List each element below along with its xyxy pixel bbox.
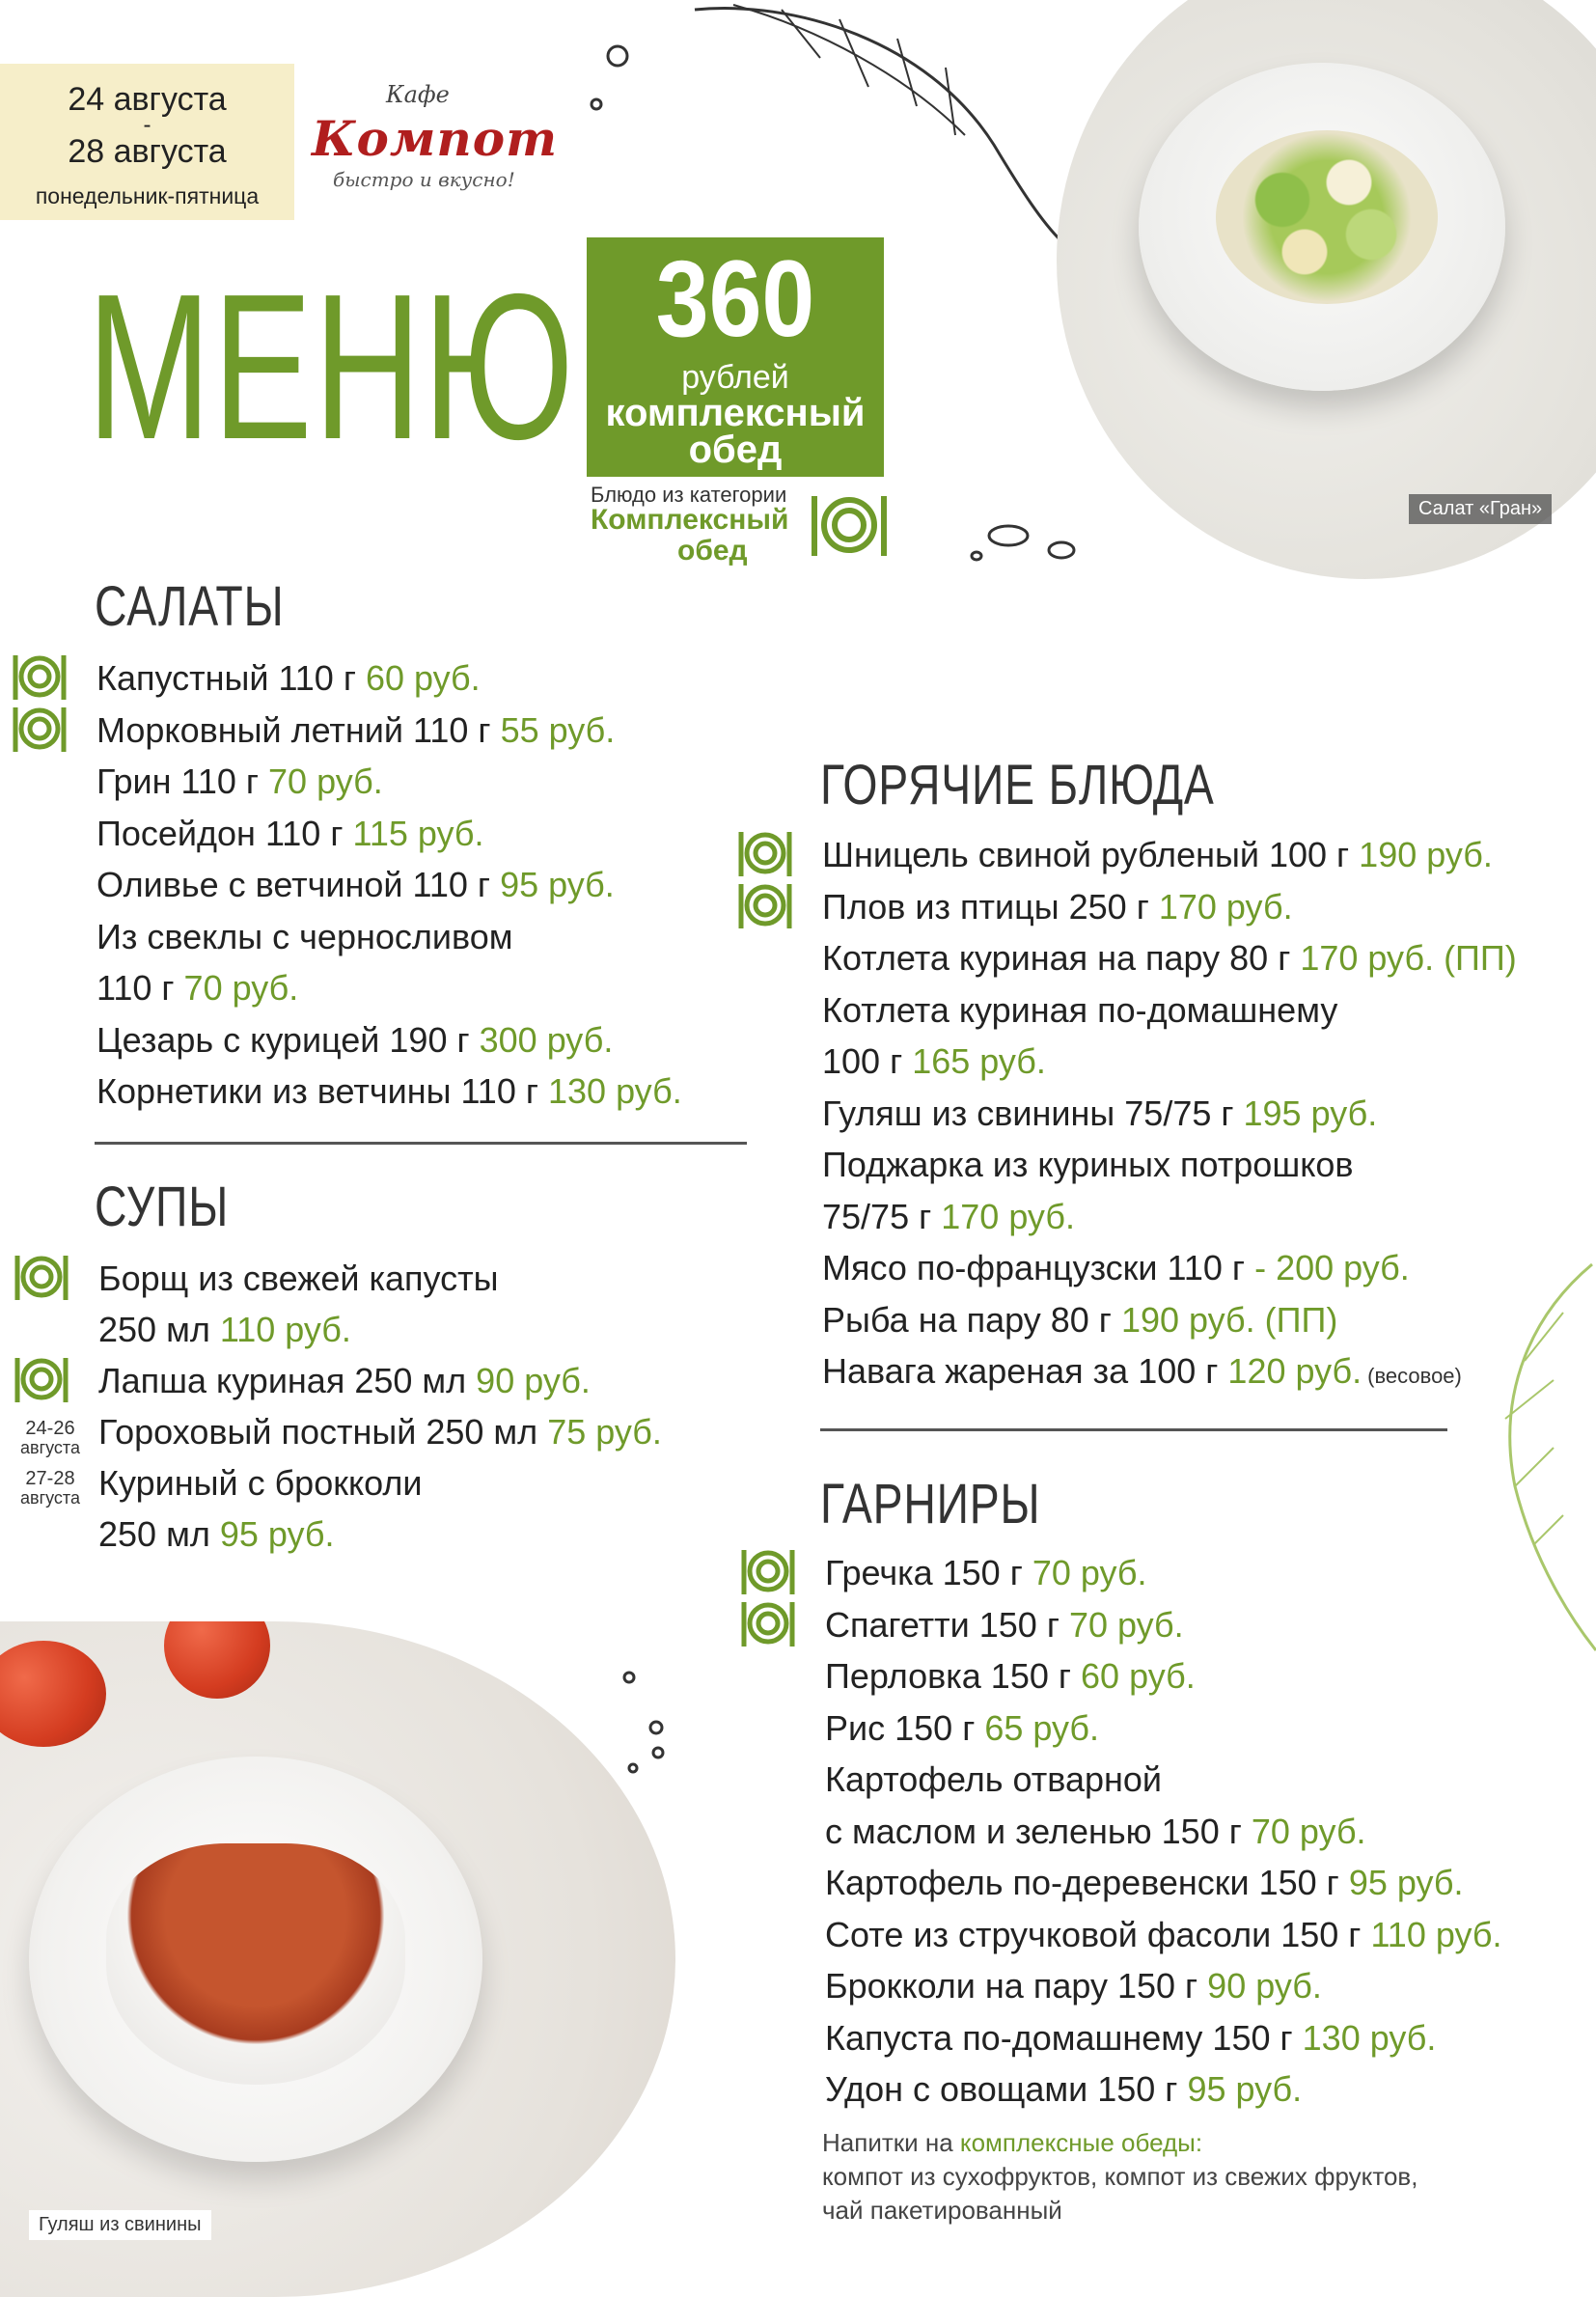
menu-item xyxy=(822,938,1517,978)
menu-item-name: Куриный с брокколи xyxy=(98,1463,423,1503)
menu-item-price: 95 руб. xyxy=(1348,1863,1464,1902)
date-from: 24 августа xyxy=(68,81,227,118)
menu-item-name: Шницель свиной рубленый 100 г xyxy=(822,835,1350,874)
menu-item xyxy=(98,1261,498,1296)
page-title: МЕНЮ xyxy=(87,250,576,483)
menu-item-price: 95 руб. xyxy=(219,1514,335,1554)
menu-item xyxy=(825,1656,1196,1696)
goulash-photo xyxy=(0,1621,675,2297)
menu-item-price: 300 руб. xyxy=(479,1019,614,1060)
menu-item-price: 195 руб. xyxy=(1243,1093,1378,1133)
menu-item-price: 170 руб. xyxy=(1158,886,1293,927)
menu-item-name: Гречка 150 г xyxy=(825,1553,1023,1592)
divider-salads xyxy=(95,1142,747,1145)
menu-item xyxy=(98,1514,335,1554)
menu-item-price: 70 руб. xyxy=(1032,1553,1147,1592)
menu-item-name: Гуляш из свинины 75/75 г xyxy=(822,1093,1234,1133)
menu-item xyxy=(825,2069,1303,2109)
menu-item xyxy=(825,1553,1147,1592)
menu-item-name: 110 г xyxy=(96,968,175,1008)
menu-item xyxy=(96,658,481,698)
menu-item-price: 90 руб. xyxy=(1207,1966,1322,2006)
logo-tagline: быстро и вкусно! xyxy=(333,168,515,191)
menu-item-price: 70 руб. xyxy=(1068,1604,1184,1645)
combo-price-box xyxy=(587,237,884,477)
menu-item-price: 60 руб. xyxy=(1081,1656,1196,1696)
tomato xyxy=(0,1641,106,1747)
menu-item-price: 120 руб. xyxy=(1227,1351,1362,1391)
menu-item-price: 110 руб. xyxy=(1370,1914,1502,1954)
menu-item-name: с маслом и зеленью 150 г xyxy=(825,1811,1242,1851)
menu-item-name: 75/75 г xyxy=(822,1196,932,1236)
menu-item-name: Котлета куриная на пару 80 г xyxy=(822,938,1291,978)
menu-item-price: 70 руб. xyxy=(183,968,299,1008)
menu-item-name: Мясо по-французски 110 г xyxy=(822,1248,1246,1287)
salad-photo xyxy=(1057,0,1596,579)
menu-item xyxy=(822,1093,1378,1133)
leaf-decoration-top xyxy=(675,0,1081,251)
menu-item-name: Капуста по-домашнему 150 г xyxy=(825,2017,1293,2058)
salad-photo-caption: Салат «Гран» xyxy=(1409,494,1552,524)
menu-item-name: 250 мл xyxy=(98,1310,210,1349)
combo-lunch-icon xyxy=(14,1252,69,1307)
menu-item-name: Плов из птицы 250 г xyxy=(822,886,1149,927)
menu-item xyxy=(96,1019,614,1060)
date-dash: - xyxy=(143,112,151,138)
combo-lunch-icon xyxy=(740,1598,796,1653)
menu-item-price: 130 руб. xyxy=(1302,2017,1437,2058)
combo-lunch-icon xyxy=(740,1546,796,1601)
combo-line2: комплексный xyxy=(605,392,866,434)
menu-item-price: 130 руб. xyxy=(548,1071,682,1111)
menu-item xyxy=(825,1707,1100,1748)
menu-item-name: Гороховый постный 250 мл xyxy=(98,1412,538,1452)
menu-item-name: Спагетти 150 г xyxy=(825,1604,1059,1645)
menu-item xyxy=(96,709,616,750)
menu-item xyxy=(825,1604,1184,1645)
menu-item xyxy=(822,989,1338,1030)
menu-item-price: 60 руб. xyxy=(365,658,481,698)
section-title-garnish: ГАРНИРЫ xyxy=(820,1473,1041,1536)
combo-lunch-icon xyxy=(737,828,793,883)
menu-item xyxy=(822,1041,1046,1081)
menu-item-name: Борщ из свежей капусты xyxy=(98,1259,499,1298)
menu-item-name: Оливье с ветчиной 110 г xyxy=(96,865,491,904)
soup-date-2: 27-28 августа xyxy=(20,1468,80,1508)
combo-lunch-icon xyxy=(807,490,892,560)
menu-item xyxy=(96,1071,682,1111)
menu-item xyxy=(825,2017,1437,2058)
menu-item-name: Брокколи на пару 150 г xyxy=(825,1966,1198,2006)
leaf-decoration-right xyxy=(1447,1255,1596,1660)
menu-item xyxy=(96,813,484,853)
menu-item xyxy=(96,968,299,1008)
menu-item-price: 95 руб. xyxy=(500,865,615,904)
menu-item xyxy=(822,835,1493,874)
menu-item-price: 110 руб. xyxy=(219,1310,351,1349)
menu-item-name: Цезарь с курицей 190 г xyxy=(96,1019,470,1060)
goulash-cup xyxy=(106,1843,405,2085)
menu-item xyxy=(96,761,383,801)
menu-item xyxy=(825,1914,1502,1954)
drinks-note-line1: Напитки на комплексные обеды: xyxy=(822,2128,1203,2157)
menu-item-name: Поджарка из куриных потрошков xyxy=(822,1145,1354,1184)
section-title-hot: ГОРЯЧИЕ БЛЮДА xyxy=(820,754,1215,816)
combo-note-title xyxy=(591,505,788,566)
date-block xyxy=(0,64,294,220)
combo-note-line1: Комплексный xyxy=(591,504,789,536)
combo-lunch-icon xyxy=(14,1354,69,1409)
menu-item-name: Из свеклы с черносливом xyxy=(96,916,513,956)
menu-item-name: Удон с овощами 150 г xyxy=(825,2069,1178,2109)
menu-item-name: Рыба на пару 80 г xyxy=(822,1299,1112,1340)
menu-item xyxy=(825,1811,1366,1851)
menu-item-price: 70 руб. xyxy=(1251,1811,1366,1851)
menu-item xyxy=(98,1361,591,1400)
menu-item xyxy=(822,1248,1410,1287)
menu-item-name: 250 мл xyxy=(98,1514,210,1554)
menu-item-name: Корнетики из ветчины 110 г xyxy=(96,1071,538,1111)
logo-cafe-text: Кафе xyxy=(386,81,450,108)
menu-item-note: (весовое) xyxy=(1367,1364,1462,1388)
menu-item xyxy=(822,1351,1462,1391)
menu-item-name: Навага жареная за 100 г xyxy=(822,1351,1219,1391)
combo-lunch-icon xyxy=(12,651,68,706)
combo-line3: обед xyxy=(688,429,783,471)
menu-item-name: Морковный летний 110 г xyxy=(96,709,491,750)
menu-item-price: 70 руб. xyxy=(268,761,383,801)
menu-item-name: Соте из стручковой фасоли 150 г xyxy=(825,1914,1362,1954)
menu-item xyxy=(96,916,513,956)
logo-name: Компот xyxy=(312,110,558,167)
menu-item-name: Картофель отварной xyxy=(825,1759,1163,1799)
menu-item-price: 55 руб. xyxy=(500,709,616,750)
plate xyxy=(29,1757,482,2162)
menu-item-price: 95 руб. xyxy=(1187,2069,1303,2109)
salad xyxy=(1216,130,1438,304)
menu-item-name: Перловка 150 г xyxy=(825,1656,1072,1696)
menu-item xyxy=(822,886,1293,927)
menu-item-name: Лапша куриная 250 мл xyxy=(98,1361,467,1400)
menu-item-name: Рис 150 г xyxy=(825,1707,976,1748)
menu-item-name: Картофель по-деревенски 150 г xyxy=(825,1863,1339,1902)
menu-item-name: Капустный 110 г xyxy=(96,658,356,698)
menu-item-price: 65 руб. xyxy=(984,1707,1100,1748)
date-to: 28 августа xyxy=(68,133,227,170)
drinks-note-line3: чай пакетированный xyxy=(822,2196,1062,2225)
menu-item xyxy=(822,1145,1354,1184)
menu-item-price: 170 руб. xyxy=(941,1196,1075,1236)
combo-currency: рублей xyxy=(681,359,789,396)
menu-item-name: 100 г xyxy=(822,1041,903,1081)
menu-item xyxy=(825,1966,1322,2006)
divider-hot xyxy=(820,1428,1447,1431)
menu-item xyxy=(825,1759,1163,1799)
cafe-logo xyxy=(294,64,560,220)
oval-doodles xyxy=(965,512,1090,579)
weekdays: понедельник-пятница xyxy=(35,183,260,208)
menu-item-price: 190 руб. xyxy=(1359,835,1493,874)
soup-date-1: 24-26 августа xyxy=(20,1418,80,1457)
combo-price: 360 xyxy=(655,238,815,359)
drinks-note-line2: компот из сухофруктов, компот из свежих фруктов, xyxy=(822,2162,1418,2191)
tomato xyxy=(164,1621,270,1699)
menu-item-price: 170 руб. (ПП) xyxy=(1300,938,1517,978)
menu-item-price: 90 руб. xyxy=(476,1361,591,1400)
menu-item xyxy=(98,1463,423,1503)
menu-item-price: 190 руб. (ПП) xyxy=(1120,1299,1338,1340)
menu-item-price: 115 руб. xyxy=(352,813,484,853)
dots-doodles xyxy=(618,1660,675,1776)
menu-item xyxy=(98,1412,662,1452)
menu-item xyxy=(822,1196,1075,1236)
section-title-salads: САЛАТЫ xyxy=(95,575,285,638)
goulash-photo-caption: Гуляш из свинины xyxy=(29,2210,211,2240)
menu-item-name: Грин 110 г xyxy=(96,761,260,801)
menu-item-price: 165 руб. xyxy=(912,1041,1046,1081)
section-title-soups: СУПЫ xyxy=(95,1176,230,1238)
menu-item-price: - 200 руб. xyxy=(1254,1248,1410,1287)
menu-item-name: Котлета куриная по-домашнему xyxy=(822,989,1338,1030)
menu-item xyxy=(96,865,615,904)
menu-item xyxy=(98,1310,351,1349)
combo-note-line2: обед xyxy=(677,534,748,567)
menu-item-name: Посейдон 110 г xyxy=(96,813,344,853)
salad-bowl xyxy=(1139,63,1505,391)
combo-lunch-icon xyxy=(12,704,68,759)
menu-item-price: 75 руб. xyxy=(547,1412,662,1452)
circle-doodles xyxy=(579,39,656,125)
menu-item xyxy=(825,1863,1464,1902)
combo-note-small: Блюдо из категории xyxy=(591,483,787,507)
combo-lunch-icon xyxy=(737,880,793,935)
menu-item xyxy=(822,1299,1338,1340)
